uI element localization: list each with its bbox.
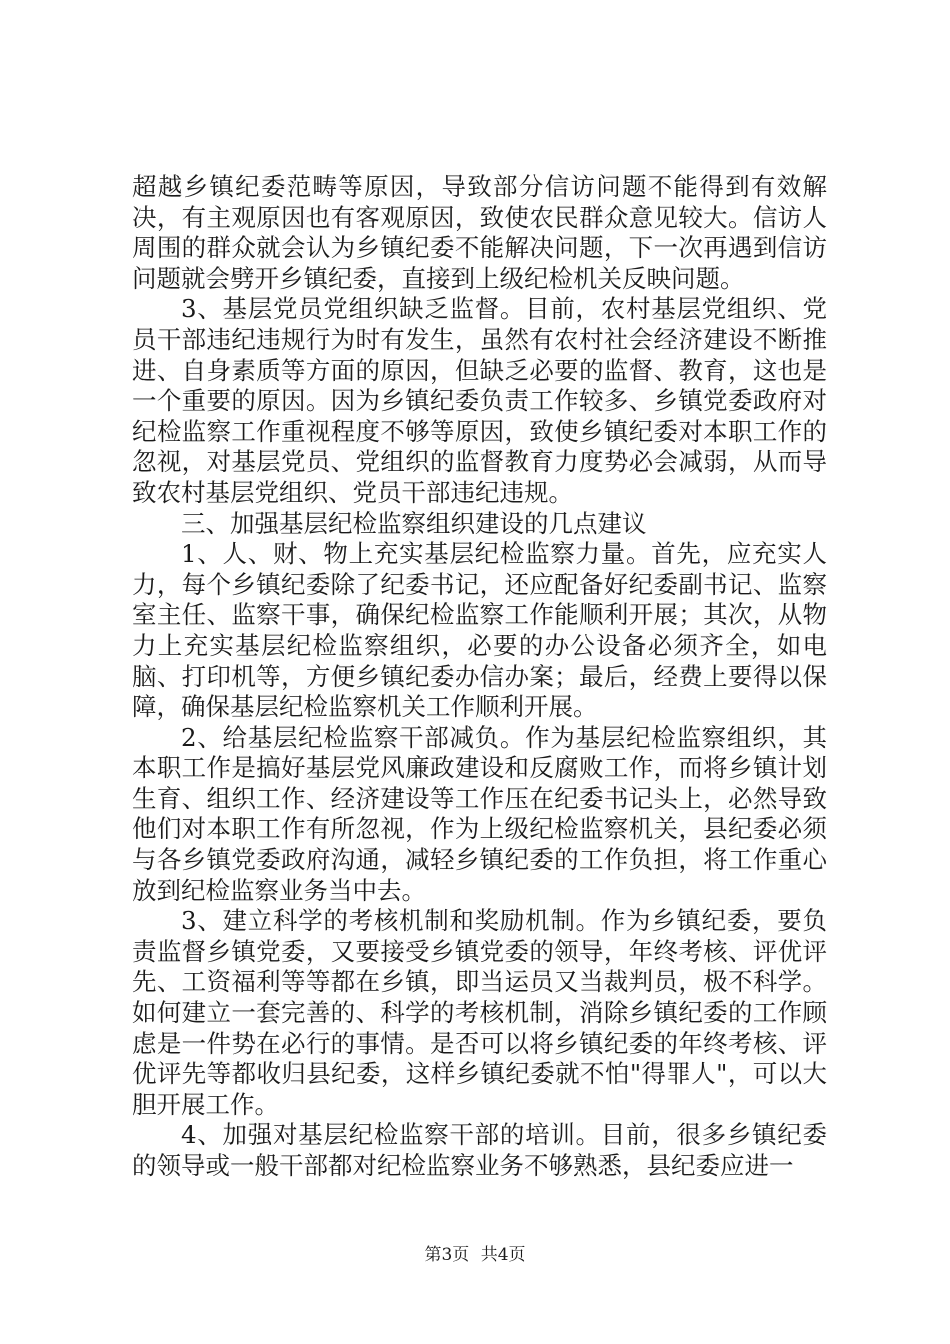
paragraph-point-2-reduce-burden: 2、给基层纪检监察干部减负。作为基层纪检监察组织，其本职工作是搞好基层党风廉政建设和反腐败工作，而将乡镇计划生育、组织工作、经济建设等工作压在纪委书记头上，必然导致他们对本职工作有所忽视，作为上级纪检监察机关，县纪委必须与各乡镇党委政府沟通，减轻乡镇纪委的工作负担，将工作重心放到纪检监察业务当中去。 — [132, 722, 827, 905]
body-text — [132, 172, 827, 1182]
paragraph-point-3-assessment: 3、建立科学的考核机制和奖励机制。作为乡镇纪委，要负责监督乡镇党委，又要接受乡镇党委的领导，年终考核、评优评先、工资福利等等都在乡镇，即当运员又当裁判员，极不科学。如何建立一套完善的、科学的考核机制，消除乡镇纪委的工作顾虑是一件势在必行的事情。是否可以将乡镇纪委的年终考核、评优评先等都收归县纪委，这样乡镇纪委就不怕"得罪人"，可以大胆开展工作。 — [132, 906, 827, 1119]
paragraph-point-1-resources: 1、人、财、物上充实基层纪检监察力量。首先，应充实人力，每个乡镇纪委除了纪委书记，还应配备好纪委副书记、监察室主任、监察干事，确保纪检监察工作能顺利开展；其次，从物力上充实基层纪检监察组织，必要的办公设备必须齐全，如电脑、打印机等，方便乡镇纪委办信办案；最后，经费上要得以保障，确保基层纪检监察机关工作顺利开展。 — [132, 539, 827, 722]
paragraph-point-4-training: 4、加强对基层纪检监察干部的培训。目前，很多乡镇纪委的领导或一般干部都对纪检监察业务不够熟悉，县纪委应进一 — [132, 1120, 827, 1180]
paragraph-continuation: 超越乡镇纪委范畴等原因，导致部分信访问题不能得到有效解决，有主观原因也有客观原因，致使农民群众意见较大。信访人周围的群众就会认为乡镇纪委不能解决问题，下一次再遇到信访问题就会劈开乡镇纪委，直接到上级纪检机关反映问题。 — [132, 172, 827, 293]
section-heading-suggestions: 三、加强基层纪检监察组织建设的几点建议 — [181, 508, 647, 538]
page-number-footer: 第3页 共4页 — [424, 1245, 526, 1265]
paragraph-point-3-supervision: 3、基层党员党组织缺乏监督。目前，农村基层党组织、党员干部违纪违规行为时有发生，虽然有农村社会经济建设不断推进、自身素质等方面的原因，但缺乏必要的监督、教育，这也是一个重要的原因。因为乡镇纪委负责工作较多、乡镇党委政府对纪检监察工作重视程度不够等原因，致使乡镇纪委对本职工作的忽视，对基层党员、党组织的监督教育力度势必会减弱，从而导致农村基层党组织、党员干部违纪违规。 — [132, 294, 827, 507]
